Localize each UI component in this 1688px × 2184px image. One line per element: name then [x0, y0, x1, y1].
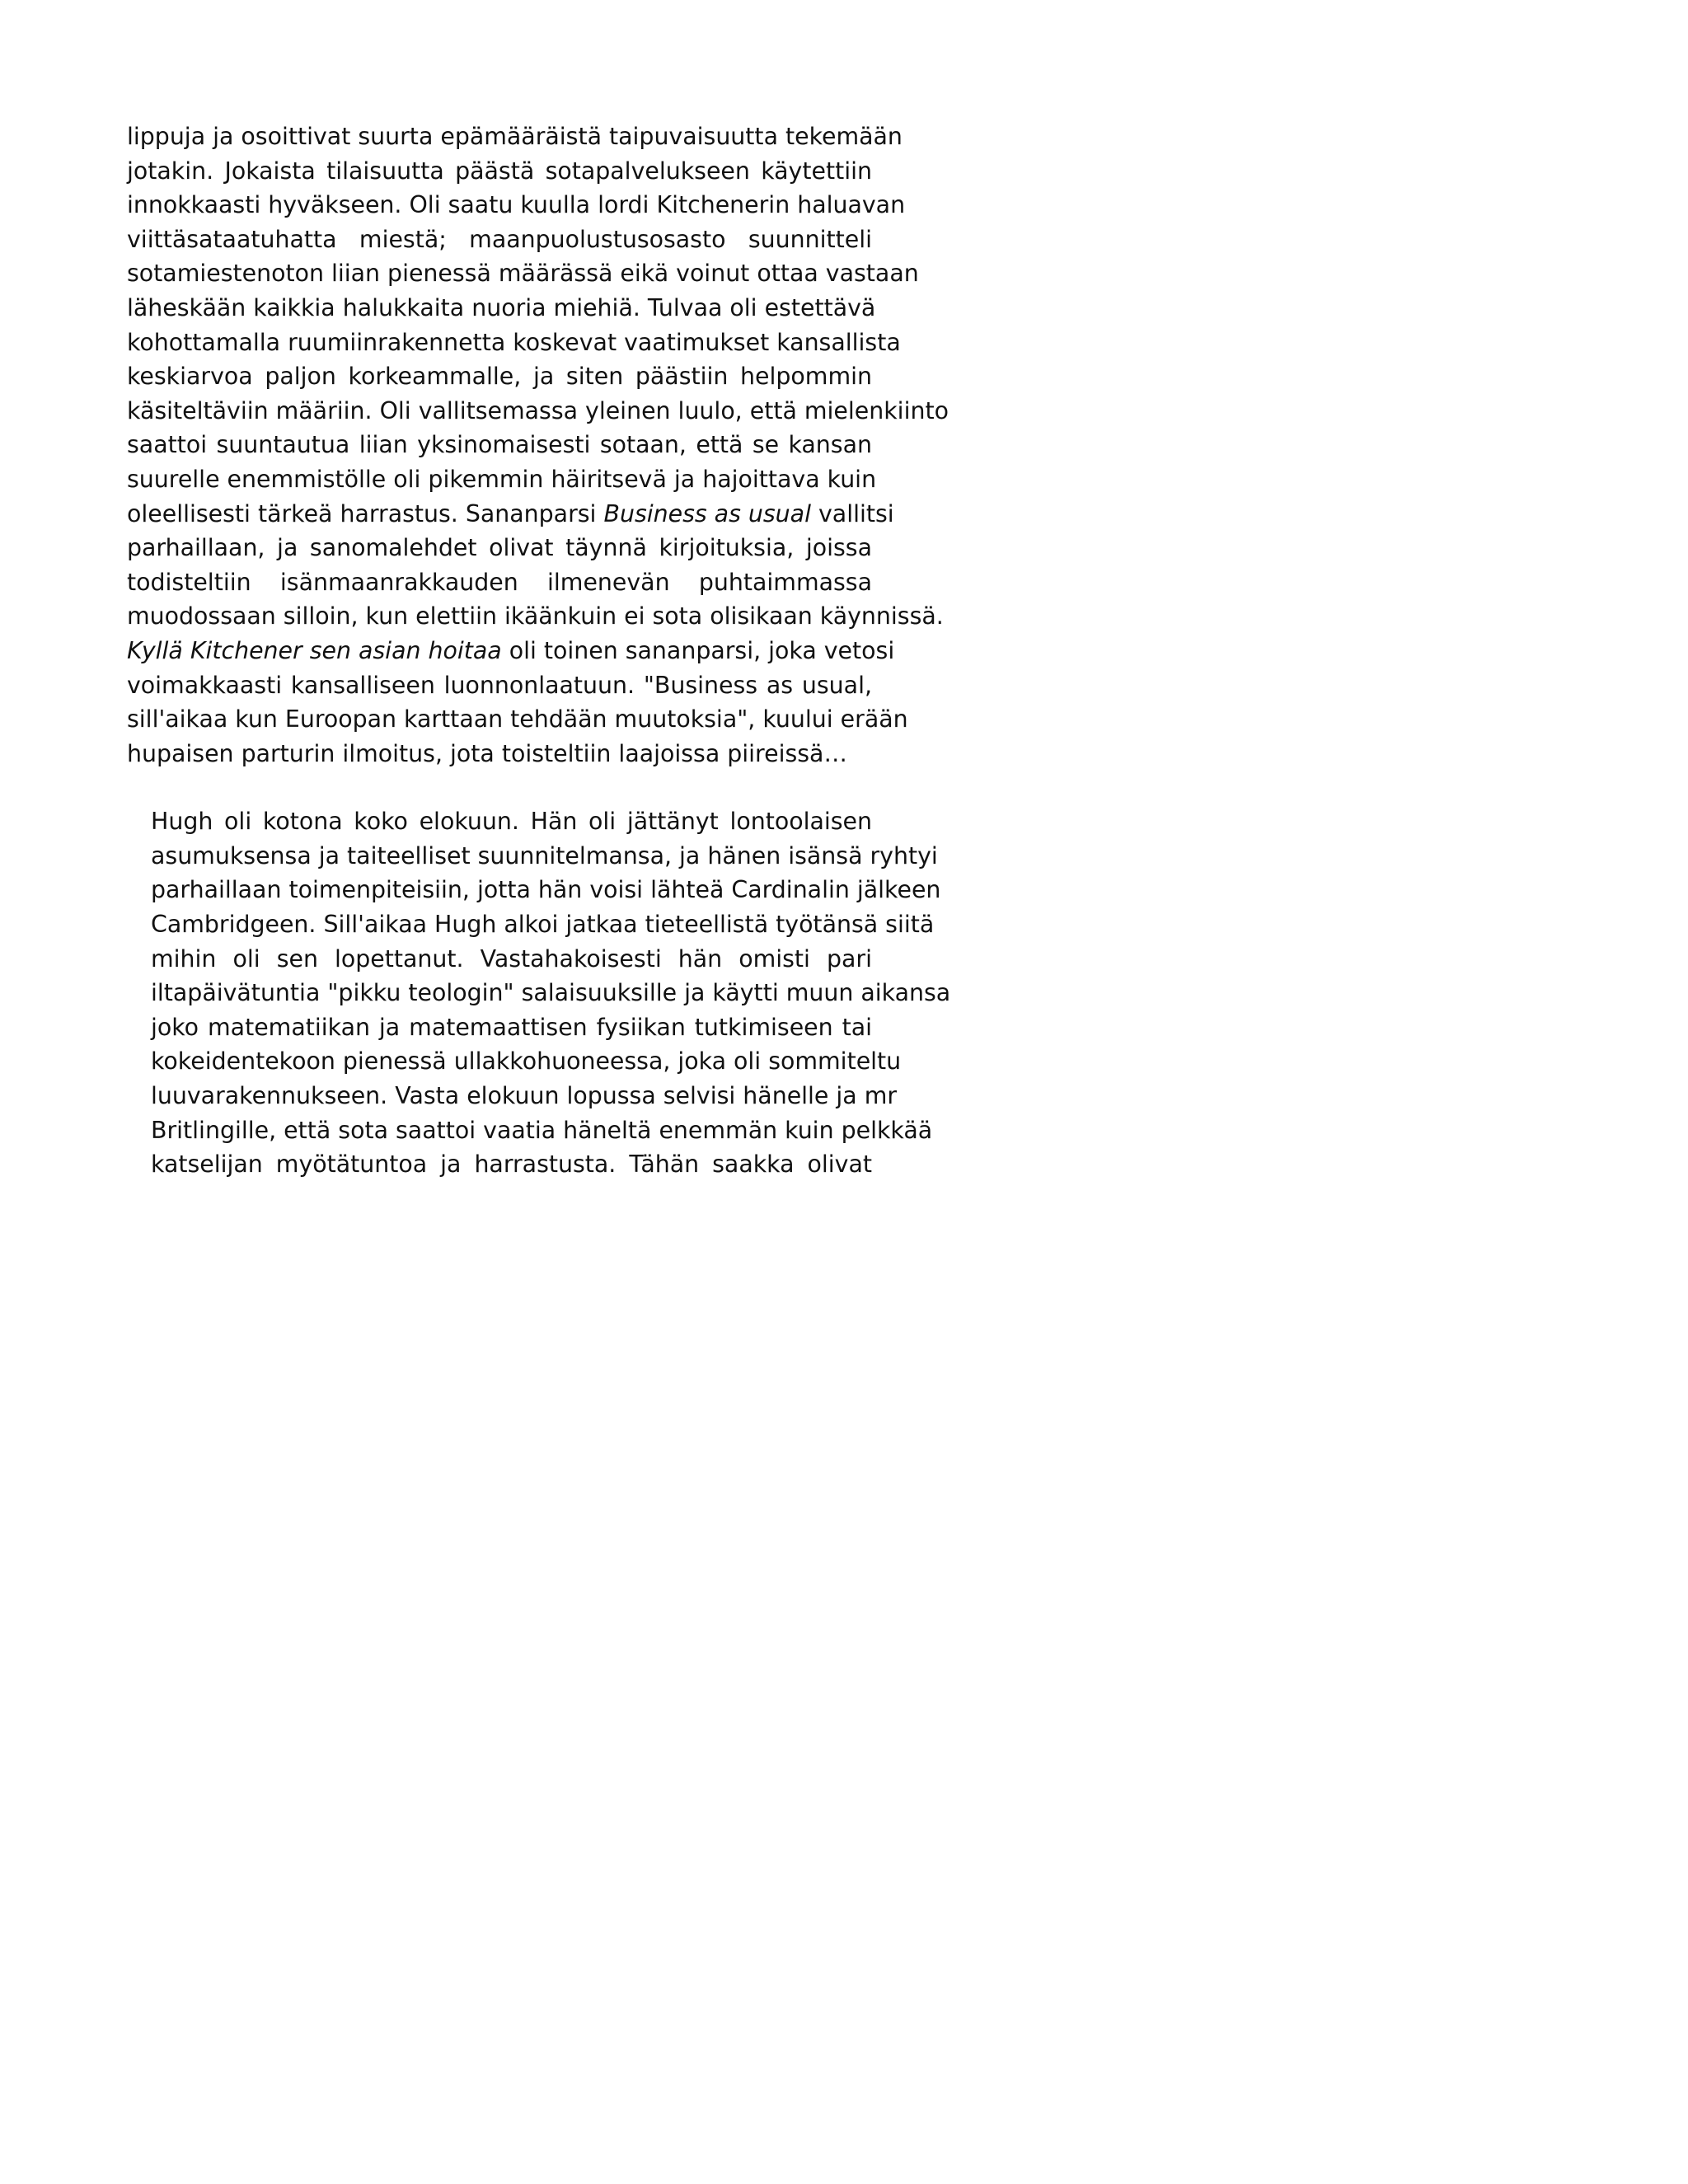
paragraph-1	[127, 120, 949, 771]
paragraph-2-line-10: Britlingille, että sota saattoi vaatia häneltä enemmän kuin pelkkää	[151, 1116, 933, 1144]
paragraph-2-line-8: kokeidentekoon pienessä ullakkohuoneessa, joka oli sommiteltu	[151, 1047, 902, 1076]
document-page	[127, 120, 951, 1182]
line-16-text-after: oli toinen sananparsi, joka vetosi	[509, 636, 895, 664]
paragraph-1-line-7: kohottamalla ruumiinrakennetta koskevat vaatimukset kansallista	[127, 328, 901, 356]
paragraph-1-line-13: parhaillaan, ja sanomalehdet olivat täynnä kirjoituksia, joissa	[127, 534, 872, 562]
paragraph-2-line-4: Cambridgeen. Sill'aikaa Hugh alkoi jatkaa tieteellistä työtänsä siitä	[151, 911, 935, 939]
paragraph-2	[127, 804, 951, 1182]
paragraph-1-line-8: keskiarvoa paljon korkeammalle, ja siten päästiin helpommin	[127, 363, 872, 391]
line-12-text-before: oleellisesti tärkeä harrastus. Sananparsi	[127, 499, 597, 527]
paragraph-1-line-14: todisteltiin isänmaanrakkauden ilmenevän puhtaimmassa	[127, 568, 872, 596]
paragraph-2-line-2: asumuksensa ja taiteelliset suunnitelmansa, ja hänen isänsä ryhtyi	[151, 841, 938, 869]
paragraph-1-line-11: suurelle enemmistölle oli pikemmin häiritsevä ja hajoittava kuin	[127, 465, 877, 493]
paragraph-1-line-12	[127, 497, 894, 532]
paragraph-2-line-11: katselijan myötätuntoa ja harrastusta. Tähän saakka olivat	[151, 1151, 872, 1179]
paragraph-2-line-1: Hugh oli kotona koko elokuun. Hän oli jättänyt lontoolaisen	[151, 808, 872, 836]
italic-phrase-business-as-usual: Business as usual	[603, 499, 811, 527]
paragraph-1-line-15: muodossaan silloin, kun elettiin ikäänkuin ei sota olisikaan käynnissä.	[127, 602, 944, 630]
paragraph-1-line-1: lippuja ja osoittivat suurta epämääräistä taipuvaisuutta tekemään	[127, 123, 903, 150]
paragraph-1-line-17: voimakkaasti kansalliseen luonnonlaatuun. "Business as usual,	[127, 671, 872, 699]
paragraph-1-line-2: jotakin. Jokaista tilaisuutta päästä sotapalvelukseen käytettiin	[127, 157, 872, 185]
paragraph-1-line-4: viittäsataatuhatta miestä; maanpuolustusosasto suunnitteli	[127, 225, 872, 253]
paragraph-1-line-6: läheskään kaikkia halukkaita nuoria miehiä. Tulvaa oli estettävä	[127, 293, 876, 321]
paragraph-2-line-9: luuvarakennukseen. Vasta elokuun lopussa selvisi hänelle ja mr	[151, 1082, 898, 1110]
paragraph-2-line-5: mihin oli sen lopettanut. Vastahakoisesti hän omisti pari	[151, 944, 872, 972]
paragraph-1-line-9: käsiteltäviin määriin. Oli vallitsemassa yleinen luulo, että mielenkiinto	[127, 396, 949, 424]
paragraph-2-line-7: joko matematiikan ja matemaattisen fysiikan tutkimiseen tai	[151, 1013, 872, 1041]
paragraph-1-line-3: innokkaasti hyväkseen. Oli saatu kuulla lordi Kitchenerin haluavan	[127, 191, 906, 219]
paragraph-2-line-6: iltapäivätuntia "pikku teologin" salaisuuksille ja käytti muun aikansa	[151, 979, 951, 1007]
paragraph-1-line-16	[127, 634, 895, 668]
paragraph-1-line-10: saattoi suuntautua liian yksinomaisesti sotaan, että se kansan	[127, 431, 872, 459]
line-12-text-after: vallitsi	[818, 499, 894, 527]
italic-phrase-kitchener: Kyllä Kitchener sen asian hoitaa	[127, 636, 502, 664]
paragraph-1-line-18: sill'aikaa kun Euroopan karttaan tehdään muutoksia", kuului erään	[127, 705, 908, 733]
paragraph-1-line-19: hupaisen parturin ilmoitus, jota toisteltiin laajoissa piireissä…	[127, 739, 847, 767]
paragraph-1-line-5: sotamiestenoton liian pienessä määrässä eikä voinut ottaa vastaan	[127, 260, 919, 288]
paragraph-2-line-3: parhaillaan toimenpiteisiin, jotta hän voisi lähteä Cardinalin jälkeen	[151, 876, 941, 904]
